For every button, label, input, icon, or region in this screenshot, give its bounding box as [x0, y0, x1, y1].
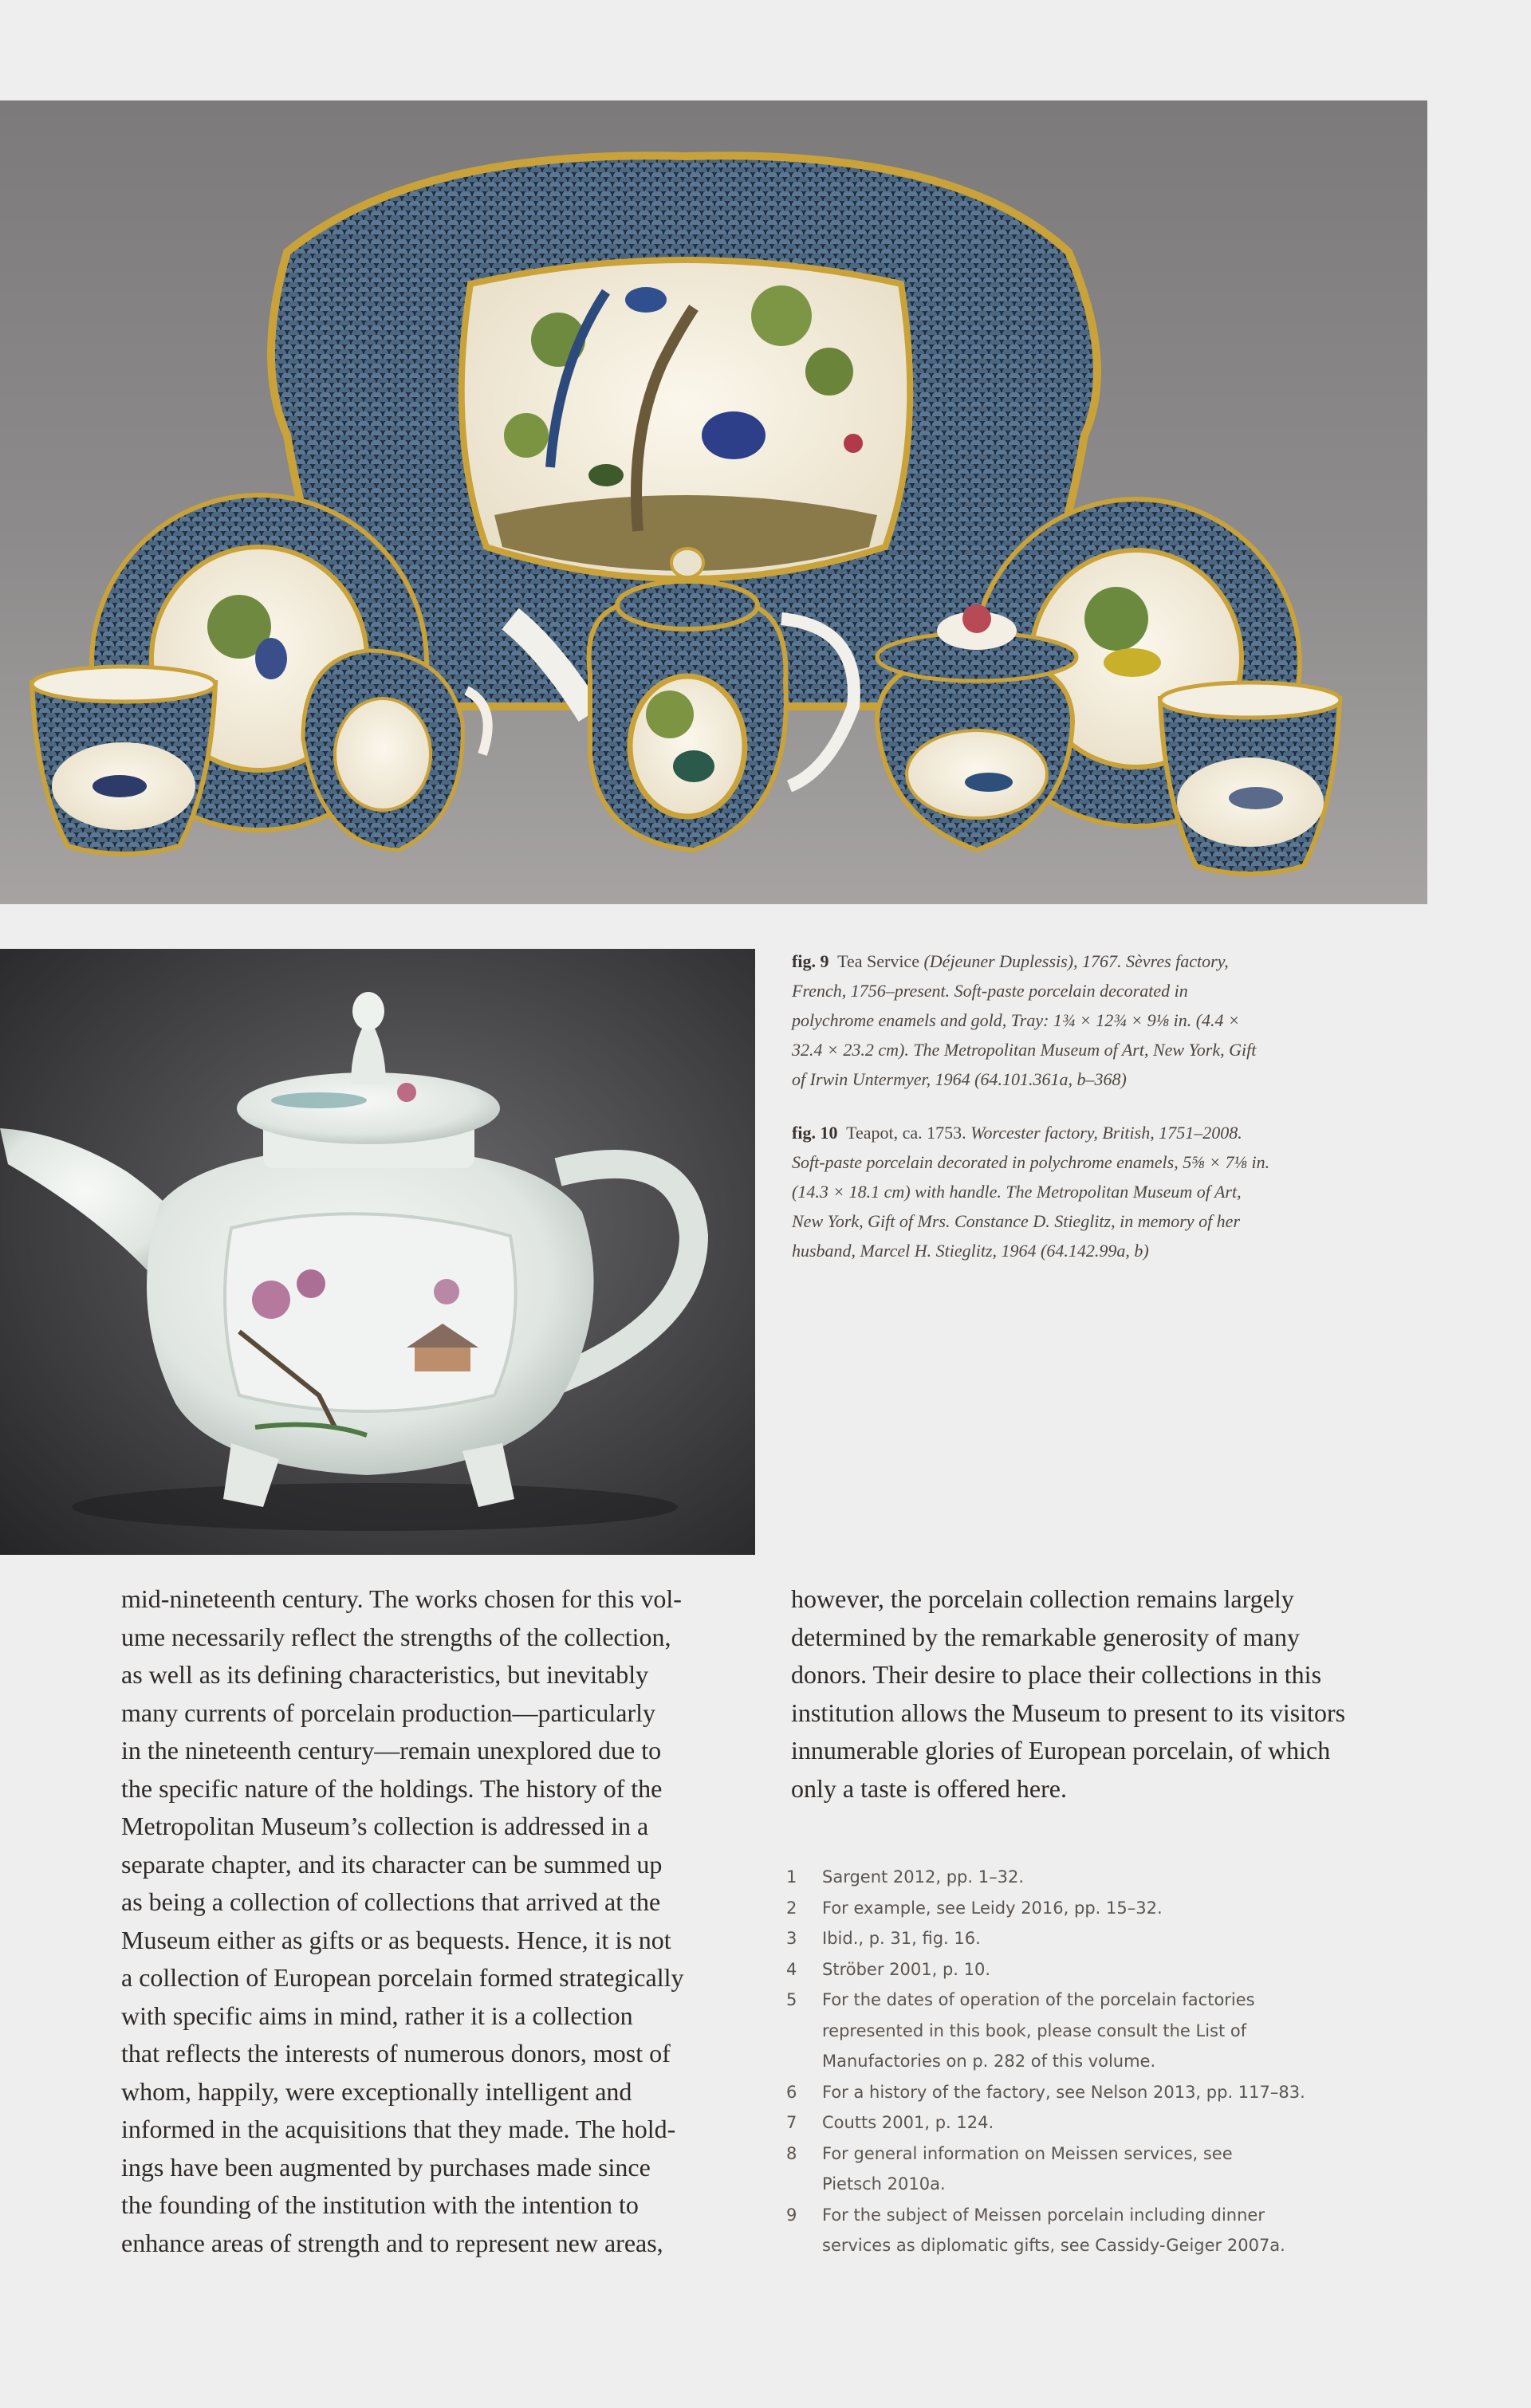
- endnote-text: Sargent 2012, pp. 1–32.: [822, 1867, 1024, 1887]
- body-text-line: ume necessarily reflect the strengths of the collection,: [121, 1622, 671, 1651]
- body-text-right-column: [791, 1580, 1429, 1808]
- endnote-number: 2: [786, 1898, 797, 1918]
- body-text-line: separate chapter, and its character can be summed up: [121, 1849, 663, 1879]
- endnote-text: Manufactories on p. 282 of this volume.: [822, 2052, 1156, 2071]
- endnote-item: [786, 1954, 1440, 1985]
- endnote-item: [786, 2077, 1440, 2108]
- body-text-line: institution allows the Museum to present to its visitors: [791, 1698, 1346, 1727]
- body-text-line: however, the porcelain collection remains largely: [791, 1584, 1294, 1613]
- endnote-item: [786, 2138, 1440, 2200]
- teapot-photo: [0, 949, 755, 1555]
- fig10-description: Worcester factory, British, 1751–2008. Soft-paste porcelain decorated in polychrome enamels, 5⅝ × 7⅛ in. (14.3 × 18.1 cm) with handle. The Metropolitan Museum of Art, New York, Gift of Mrs. Constance D. Stieglitz, in memory of her husband, Marcel H. Stieglitz, 1964 (64.142.99a, b): [792, 1123, 1270, 1261]
- endnote-text: For the subject of Meissen porcelain including dinner: [822, 2205, 1265, 2225]
- body-text-line: only a taste is offered here.: [791, 1773, 1067, 1803]
- endnote-text: For general information on Meissen services, see: [822, 2143, 1233, 2163]
- body-text-line: ings have been augmented by purchases made since: [121, 2152, 651, 2182]
- body-text-line: the specific nature of the holdings. The history of the: [121, 1773, 663, 1803]
- endnote-text: For the dates of operation of the porcelain factories: [822, 1990, 1255, 2009]
- fig10-caption: [792, 1118, 1270, 1265]
- tea-service-illustration: [0, 100, 1427, 904]
- endnotes-list: [786, 1862, 1440, 2261]
- fig9-label: fig. 9: [792, 951, 829, 971]
- body-text-line: whom, happily, were exceptionally intelligent and: [121, 2076, 632, 2106]
- endnote-text: Coutts 2001, p. 124.: [822, 2113, 994, 2132]
- fig10-label: fig. 10: [792, 1123, 838, 1143]
- endnote-item: [786, 1893, 1440, 1924]
- tea-service-photo: [0, 100, 1427, 904]
- body-text-line: in the nineteenth century—remain unexplored due to: [121, 1736, 662, 1765]
- endnote-text: Ströber 2001, p. 10.: [822, 1959, 991, 1979]
- body-text-line: Museum either as gifts or as bequests. Hence, it is not: [121, 1925, 671, 1954]
- body-text-line: mid-nineteenth century. The works chosen for this vol-: [121, 1584, 682, 1613]
- teapot-illustration: [0, 949, 755, 1555]
- endnote-item: [786, 1862, 1440, 1893]
- body-text-line: many currents of porcelain production—particularly: [121, 1698, 655, 1727]
- body-text-line: Metropolitan Museum’s collection is addressed in a: [121, 1812, 649, 1840]
- endnote-text: represented in this book, please consult the List of: [822, 2020, 1247, 2040]
- endnote-number: 6: [786, 2082, 797, 2102]
- body-text-line: as well as its defining characteristics, but inevitably: [121, 1660, 649, 1689]
- body-text-line: innumerable glories of European porcelain, of which: [791, 1736, 1331, 1765]
- body-text-line: as being a collection of collections that arrived at the: [121, 1887, 661, 1916]
- fig10-title: Teapot, ca. 1753.: [846, 1123, 966, 1143]
- endnote-text: For example, see Leidy 2016, pp. 15–32.: [822, 1898, 1163, 1918]
- endnote-number: 9: [786, 2205, 797, 2225]
- endnote-text: For a history of the factory, see Nelson 2013, pp. 117–83.: [822, 2082, 1305, 2102]
- endnote-number: 4: [786, 1959, 797, 1979]
- figure-captions: [792, 946, 1270, 1289]
- body-text-line: enhance areas of strength and to represent new areas,: [121, 2228, 663, 2257]
- endnote-text: services as diplomatic gifts, see Cassidy-Geiger 2007a.: [822, 2236, 1285, 2255]
- endnote-number: 7: [786, 2113, 797, 2132]
- body-text-line: with specific aims in mind, rather it is a collection: [121, 2001, 633, 2030]
- fig9-title: Tea Service: [837, 951, 919, 971]
- endnote-number: 5: [786, 1990, 797, 2009]
- endnote-item: [786, 2200, 1440, 2261]
- body-text-line: informed in the acquisitions that they made. The hold-: [121, 2115, 676, 2143]
- endnote-item: [786, 1923, 1440, 1954]
- endnote-number: 8: [786, 2143, 797, 2163]
- body-text-line: determined by the remarkable generosity of many: [791, 1622, 1300, 1651]
- body-text-line: the founding of the institution with the intention to: [121, 2190, 639, 2219]
- endnote-text: Pietsch 2010a.: [822, 2174, 946, 2194]
- fig9-caption: [792, 946, 1270, 1094]
- body-text-line: a collection of European porcelain formed strategically: [121, 1963, 684, 1992]
- body-text-left-column: [121, 1580, 751, 2262]
- endnote-number: 3: [786, 1929, 797, 1948]
- endnote-number: 1: [786, 1867, 797, 1887]
- body-text-line: donors. Their desire to place their collections in this: [791, 1660, 1322, 1689]
- endnote-item: [786, 1985, 1440, 2077]
- fig9-description: (Déjeuner Duplessis), 1767. Sèvres factory, French, 1756–present. Soft-paste porcelain decorated in polychrome enamels and gold, Tray: 1¾ × 12¾ × 9⅛ in. (4.4 × 32.4 × 23.2 cm). The Metropolitan Museum of Art, New York, Gift of Irwin Untermyer, 1964 (64.101.361a, b–368): [792, 951, 1257, 1089]
- body-text-line: that reflects the interests of numerous donors, most of: [121, 2039, 671, 2068]
- endnote-text: Ibid., p. 31, fig. 16.: [822, 1929, 981, 1948]
- endnote-item: [786, 2107, 1440, 2138]
